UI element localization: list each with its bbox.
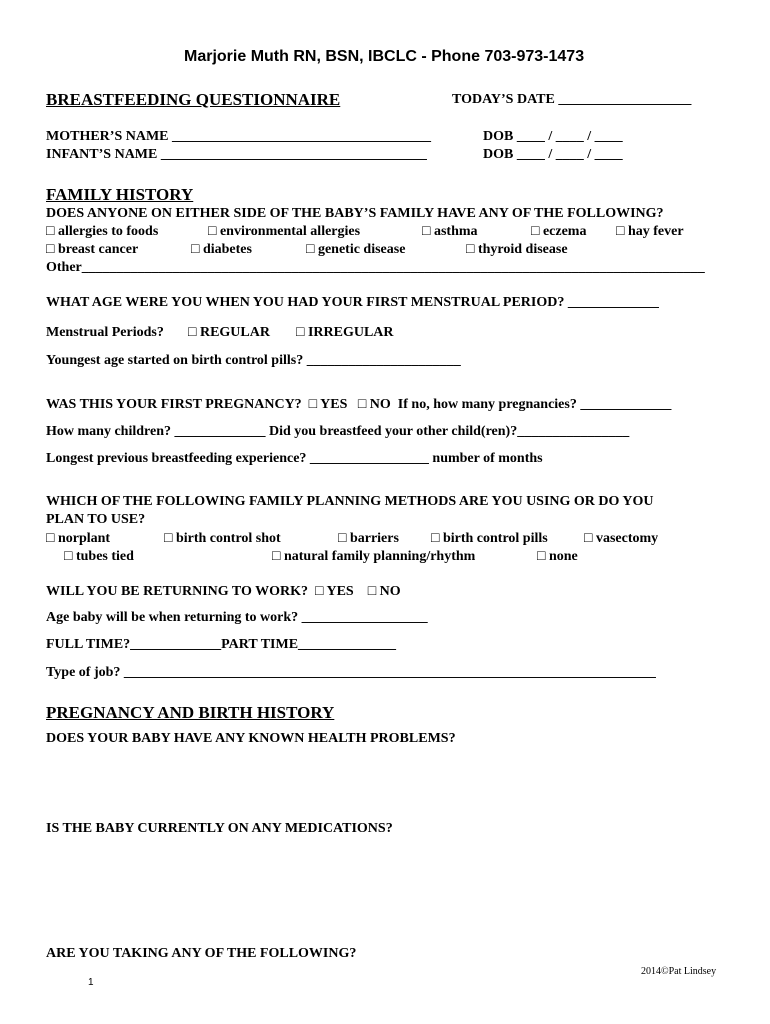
job-type-field[interactable]: Type of job? ____________________________________________________________________________ <box>46 665 656 680</box>
other-field[interactable]: Other_________________________________________________________________________________________ <box>46 260 705 275</box>
option-natural-family-planning[interactable]: □ natural family planning/rhythm <box>272 549 476 564</box>
family-planning-question-line2: PLAN TO USE? <box>46 512 146 527</box>
option-barriers[interactable]: □ barriers <box>338 531 399 546</box>
page-header: Marjorie Muth RN, BSN, IBCLC - Phone 703-973-1473 <box>184 48 585 65</box>
page-number: 1 <box>88 977 94 988</box>
option-breast-cancer[interactable]: □ breast cancer <box>46 242 139 257</box>
infants-dob-field[interactable]: DOB ____ / ____ / ____ <box>483 147 623 162</box>
option-asthma[interactable]: □ asthma <box>422 224 478 239</box>
option-tubes-tied[interactable]: □ tubes tied <box>64 549 134 564</box>
medications-question: IS THE BABY CURRENTLY ON ANY MEDICATIONS? <box>46 821 393 836</box>
longest-breastfeeding-field[interactable]: Longest previous breastfeeding experience? _________________ number of months <box>46 451 543 466</box>
option-hay-fever[interactable]: □ hay fever <box>616 224 684 239</box>
form-title: BREASTFEEDING QUESTIONNAIRE <box>46 90 341 109</box>
first-period-field[interactable]: WHAT AGE WERE YOU WHEN YOU HAD YOUR FIRST MENSTRUAL PERIOD? _____________ <box>46 295 659 310</box>
birth-history-heading: PREGNANCY AND BIRTH HISTORY <box>46 703 335 722</box>
family-planning-question-line1: WHICH OF THE FOLLOWING FAMILY PLANNING METHODS ARE YOU USING OR DO YOU <box>46 494 654 509</box>
taking-following-question: ARE YOU TAKING ANY OF THE FOLLOWING? <box>46 946 357 961</box>
family-history-heading: FAMILY HISTORY <box>46 185 194 204</box>
option-eczema[interactable]: □ eczema <box>531 224 587 239</box>
option-regular[interactable]: □ REGULAR <box>188 325 270 340</box>
full-part-time-field[interactable]: FULL TIME?_____________PART TIME______________ <box>46 637 397 652</box>
option-genetic-disease[interactable]: □ genetic disease <box>306 242 406 257</box>
age-baby-returning-field[interactable]: Age baby will be when returning to work? __________________ <box>46 610 428 625</box>
todays-date-field[interactable]: TODAY’S DATE ___________________ <box>452 92 692 107</box>
option-irregular[interactable]: □ IRREGULAR <box>296 325 394 340</box>
family-history-question: DOES ANYONE ON EITHER SIDE OF THE BABY’S FAMILY HAVE ANY OF THE FOLLOWING? <box>46 206 664 221</box>
option-diabetes[interactable]: □ diabetes <box>191 242 252 257</box>
birth-control-age-field[interactable]: Youngest age started on birth control pills? ______________________ <box>46 353 461 368</box>
health-problems-question: DOES YOUR BABY HAVE ANY KNOWN HEALTH PROBLEMS? <box>46 731 456 746</box>
infants-name-field[interactable]: INFANT’S NAME ______________________________________ <box>46 147 427 162</box>
copyright-notice: 2014©Pat Lindsey <box>641 966 717 977</box>
option-thyroid-disease[interactable]: □ thyroid disease <box>466 242 568 257</box>
mothers-name-field[interactable]: MOTHER’S NAME _____________________________________ <box>46 129 431 144</box>
option-birth-control-pills[interactable]: □ birth control pills <box>431 531 548 546</box>
menstrual-periods-label: Menstrual Periods? <box>46 325 164 340</box>
option-none[interactable]: □ none <box>537 549 578 564</box>
mothers-dob-field[interactable]: DOB ____ / ____ / ____ <box>483 129 623 144</box>
option-birth-control-shot[interactable]: □ birth control shot <box>164 531 281 546</box>
option-environmental-allergies[interactable]: □ environmental allergies <box>208 224 361 239</box>
first-pregnancy-field[interactable]: WAS THIS YOUR FIRST PREGNANCY? □ YES □ NO If no, how many pregnancies? _____________ <box>46 397 672 412</box>
returning-to-work-field[interactable]: WILL YOU BE RETURNING TO WORK? □ YES □ NO <box>46 584 401 599</box>
option-vasectomy[interactable]: □ vasectomy <box>584 531 659 546</box>
option-norplant[interactable]: □ norplant <box>46 531 111 546</box>
option-allergies-to-foods[interactable]: □ allergies to foods <box>46 224 159 239</box>
children-field[interactable]: How many children? _____________ Did you breastfeed your other child(ren)?________________ <box>46 424 630 439</box>
